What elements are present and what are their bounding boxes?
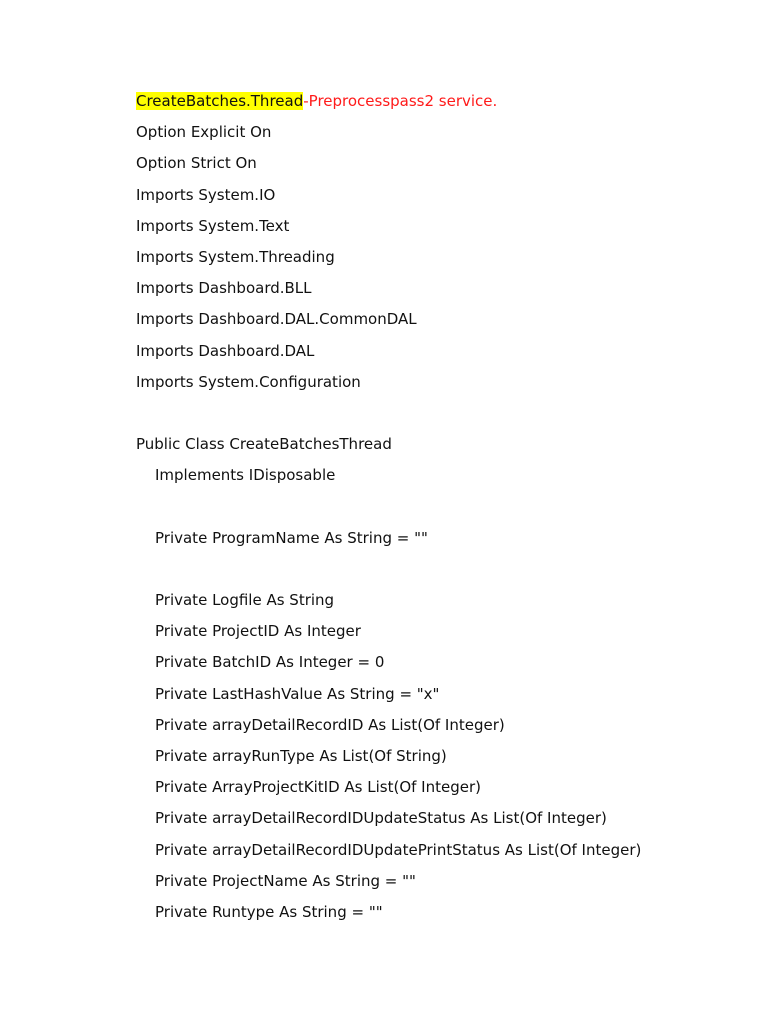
field-line: Private Runtype As String = "" bbox=[155, 902, 383, 921]
field-line: Private ProgramName As String = "" bbox=[155, 528, 428, 547]
class-declaration: Public Class CreateBatchesThread bbox=[136, 435, 392, 454]
blank-line bbox=[136, 403, 728, 434]
blank-line bbox=[136, 559, 728, 590]
import-line: Imports System.IO bbox=[136, 185, 276, 204]
implements-line: Implements IDisposable bbox=[155, 466, 336, 485]
title-note: Preprocesspass2 service. bbox=[308, 92, 498, 110]
import-line: Imports System.Text bbox=[136, 216, 290, 235]
field-line: Private ProjectID As Integer bbox=[155, 622, 361, 641]
import-line: Imports Dashboard.BLL bbox=[136, 279, 312, 298]
field-line: Private Logfile As String bbox=[155, 591, 335, 609]
field-line: Private LastHashValue As String = "x" bbox=[155, 684, 440, 703]
option-line: Option Strict On bbox=[136, 154, 257, 173]
field-line: Private arrayRunType As List(Of String) bbox=[155, 746, 447, 765]
field-line: Private arrayDetailRecordIDUpdatePrintStatus As List(Of Integer) bbox=[155, 840, 642, 859]
title-separator: - bbox=[303, 92, 309, 110]
header-line bbox=[136, 91, 728, 122]
blank-line bbox=[136, 496, 728, 527]
field-line: Private arrayDetailRecordID As List(Of Integer) bbox=[155, 715, 505, 734]
import-line: Imports Dashboard.DAL.CommonDAL bbox=[136, 310, 417, 329]
field-line: Private arrayDetailRecordIDUpdateStatus As List(Of Integer) bbox=[155, 809, 607, 828]
field-line: Private ArrayProjectKitID As List(Of Integer) bbox=[155, 778, 481, 797]
import-line: Imports Dashboard.DAL bbox=[136, 341, 315, 360]
field-line: Private ProjectName As String = "" bbox=[155, 871, 416, 890]
import-line: Imports System.Threading bbox=[136, 247, 335, 266]
highlighted-title: CreateBatches.Thread bbox=[136, 92, 304, 110]
option-line: Option Explicit On bbox=[136, 123, 272, 142]
field-line: Private BatchID As Integer = 0 bbox=[155, 653, 385, 672]
import-line: Imports System.Configuration bbox=[136, 372, 361, 391]
code-document bbox=[136, 91, 728, 933]
